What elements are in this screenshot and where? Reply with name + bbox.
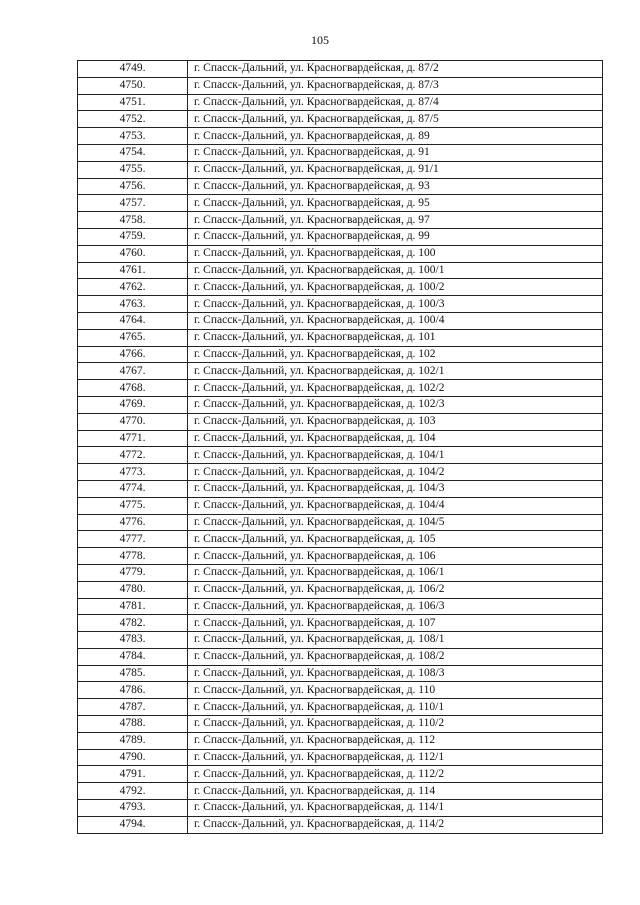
row-number: 4786. — [78, 682, 188, 699]
row-address: г. Спасск-Дальний, ул. Красногвардейская, д. 102 — [188, 346, 603, 363]
table-row — [78, 212, 603, 229]
row-address: г. Спасск-Дальний, ул. Красногвардейская, д. 99 — [188, 228, 603, 245]
table-row — [78, 346, 603, 363]
row-number: 4780. — [78, 581, 188, 598]
row-address: г. Спасск-Дальний, ул. Красногвардейская, д. 104 — [188, 430, 603, 447]
row-address: г. Спасск-Дальний, ул. Красногвардейская, д. 102/2 — [188, 380, 603, 397]
row-number: 4758. — [78, 212, 188, 229]
row-number: 4775. — [78, 497, 188, 514]
table-row — [78, 447, 603, 464]
table-row — [78, 749, 603, 766]
row-number: 4763. — [78, 296, 188, 313]
row-number: 4766. — [78, 346, 188, 363]
table-row — [78, 380, 603, 397]
row-address: г. Спасск-Дальний, ул. Красногвардейская, д. 105 — [188, 531, 603, 548]
row-address: г. Спасск-Дальний, ул. Красногвардейская, д. 91/1 — [188, 161, 603, 178]
row-address: г. Спасск-Дальний, ул. Красногвардейская, д. 112 — [188, 732, 603, 749]
table-row — [78, 682, 603, 699]
table-row — [78, 128, 603, 145]
table-row — [78, 497, 603, 514]
row-address: г. Спасск-Дальний, ул. Красногвардейская, д. 91 — [188, 144, 603, 161]
table-row — [78, 648, 603, 665]
table-row — [78, 430, 603, 447]
row-address: г. Спасск-Дальний, ул. Красногвардейская, д. 102/1 — [188, 363, 603, 380]
row-number: 4752. — [78, 111, 188, 128]
row-number: 4788. — [78, 716, 188, 733]
table-row — [78, 195, 603, 212]
table-row — [78, 245, 603, 262]
row-address: г. Спасск-Дальний, ул. Красногвардейская, д. 87/3 — [188, 77, 603, 94]
table-row — [78, 262, 603, 279]
table-row — [78, 61, 603, 78]
row-address: г. Спасск-Дальний, ул. Красногвардейская, д. 107 — [188, 615, 603, 632]
row-address: г. Спасск-Дальний, ул. Красногвардейская, д. 106 — [188, 548, 603, 565]
row-number: 4770. — [78, 413, 188, 430]
row-number: 4768. — [78, 380, 188, 397]
table-row — [78, 632, 603, 649]
row-number: 4771. — [78, 430, 188, 447]
table-row — [78, 94, 603, 111]
row-number: 4787. — [78, 699, 188, 716]
table-row — [78, 564, 603, 581]
row-address: г. Спасск-Дальний, ул. Красногвардейская, д. 89 — [188, 128, 603, 145]
table-row — [78, 228, 603, 245]
row-address: г. Спасск-Дальний, ул. Красногвардейская, д. 108/2 — [188, 648, 603, 665]
row-number: 4774. — [78, 480, 188, 497]
table-row — [78, 699, 603, 716]
row-number: 4749. — [78, 61, 188, 78]
row-number: 4794. — [78, 816, 188, 833]
table-row — [78, 464, 603, 481]
address-table — [77, 60, 603, 834]
table-row — [78, 178, 603, 195]
row-address: г. Спасск-Дальний, ул. Красногвардейская, д. 108/3 — [188, 665, 603, 682]
row-address: г. Спасск-Дальний, ул. Красногвардейская, д. 104/2 — [188, 464, 603, 481]
row-number: 4790. — [78, 749, 188, 766]
row-address: г. Спасск-Дальний, ул. Красногвардейская, д. 114/2 — [188, 816, 603, 833]
page-number: 105 — [311, 33, 329, 47]
row-number: 4789. — [78, 732, 188, 749]
table-row — [78, 161, 603, 178]
row-address: г. Спасск-Дальний, ул. Красногвардейская, д. 87/5 — [188, 111, 603, 128]
row-number: 4785. — [78, 665, 188, 682]
row-number: 4783. — [78, 632, 188, 649]
row-number: 4776. — [78, 514, 188, 531]
row-address: г. Спасск-Дальний, ул. Красногвардейская, д. 106/2 — [188, 581, 603, 598]
row-number: 4760. — [78, 245, 188, 262]
row-number: 4756. — [78, 178, 188, 195]
row-number: 4792. — [78, 783, 188, 800]
table-row — [78, 296, 603, 313]
row-number: 4751. — [78, 94, 188, 111]
row-number: 4781. — [78, 598, 188, 615]
row-number: 4761. — [78, 262, 188, 279]
row-number: 4754. — [78, 144, 188, 161]
row-address: г. Спасск-Дальний, ул. Красногвардейская, д. 100/4 — [188, 312, 603, 329]
row-number: 4793. — [78, 800, 188, 817]
row-number: 4755. — [78, 161, 188, 178]
row-address: г. Спасск-Дальний, ул. Красногвардейская, д. 87/4 — [188, 94, 603, 111]
table-row — [78, 766, 603, 783]
row-number: 4757. — [78, 195, 188, 212]
row-address: г. Спасск-Дальний, ул. Красногвардейская, д. 97 — [188, 212, 603, 229]
row-address: г. Спасск-Дальний, ул. Красногвардейская, д. 110/1 — [188, 699, 603, 716]
row-address: г. Спасск-Дальний, ул. Красногвардейская, д. 106/1 — [188, 564, 603, 581]
row-address: г. Спасск-Дальний, ул. Красногвардейская, д. 100/2 — [188, 279, 603, 296]
table-row — [78, 312, 603, 329]
row-address: г. Спасск-Дальний, ул. Красногвардейская, д. 104/5 — [188, 514, 603, 531]
row-number: 4784. — [78, 648, 188, 665]
table-row — [78, 732, 603, 749]
row-number: 4764. — [78, 312, 188, 329]
row-address: г. Спасск-Дальний, ул. Красногвардейская, д. 87/2 — [188, 61, 603, 78]
row-number: 4759. — [78, 228, 188, 245]
row-address: г. Спасск-Дальний, ул. Красногвардейская, д. 100/1 — [188, 262, 603, 279]
table-row — [78, 665, 603, 682]
table-row — [78, 396, 603, 413]
row-address: г. Спасск-Дальний, ул. Красногвардейская, д. 102/3 — [188, 396, 603, 413]
table-row — [78, 598, 603, 615]
row-address: г. Спасск-Дальний, ул. Красногвардейская, д. 112/1 — [188, 749, 603, 766]
row-address: г. Спасск-Дальний, ул. Красногвардейская, д. 103 — [188, 413, 603, 430]
row-number: 4767. — [78, 363, 188, 380]
row-number: 4777. — [78, 531, 188, 548]
table-row — [78, 413, 603, 430]
row-address: г. Спасск-Дальний, ул. Красногвардейская, д. 104/1 — [188, 447, 603, 464]
table-row — [78, 77, 603, 94]
row-number: 4769. — [78, 396, 188, 413]
row-address: г. Спасск-Дальний, ул. Красногвардейская, д. 108/1 — [188, 632, 603, 649]
row-address: г. Спасск-Дальний, ул. Красногвардейская, д. 114 — [188, 783, 603, 800]
row-address: г. Спасск-Дальний, ул. Красногвардейская, д. 101 — [188, 329, 603, 346]
table-row — [78, 783, 603, 800]
row-address: г. Спасск-Дальний, ул. Красногвардейская, д. 100 — [188, 245, 603, 262]
table-row — [78, 615, 603, 632]
row-address: г. Спасск-Дальний, ул. Красногвардейская, д. 114/1 — [188, 800, 603, 817]
row-address: г. Спасск-Дальний, ул. Красногвардейская, д. 106/3 — [188, 598, 603, 615]
row-number: 4765. — [78, 329, 188, 346]
table-row — [78, 144, 603, 161]
row-number: 4778. — [78, 548, 188, 565]
row-address: г. Спасск-Дальний, ул. Красногвардейская, д. 112/2 — [188, 766, 603, 783]
row-address: г. Спасск-Дальний, ул. Красногвардейская, д. 110/2 — [188, 716, 603, 733]
table-row — [78, 363, 603, 380]
row-number: 4753. — [78, 128, 188, 145]
row-address: г. Спасск-Дальний, ул. Красногвардейская, д. 95 — [188, 195, 603, 212]
row-number: 4762. — [78, 279, 188, 296]
row-address: г. Спасск-Дальний, ул. Красногвардейская, д. 110 — [188, 682, 603, 699]
table-row — [78, 548, 603, 565]
table-row — [78, 329, 603, 346]
row-address: г. Спасск-Дальний, ул. Красногвардейская, д. 104/3 — [188, 480, 603, 497]
row-number: 4750. — [78, 77, 188, 94]
table-row — [78, 581, 603, 598]
row-number: 4772. — [78, 447, 188, 464]
row-address: г. Спасск-Дальний, ул. Красногвардейская, д. 100/3 — [188, 296, 603, 313]
table-row — [78, 111, 603, 128]
table-row — [78, 800, 603, 817]
table-row — [78, 716, 603, 733]
row-address: г. Спасск-Дальний, ул. Красногвардейская, д. 93 — [188, 178, 603, 195]
row-number: 4773. — [78, 464, 188, 481]
row-number: 4782. — [78, 615, 188, 632]
table-row — [78, 279, 603, 296]
row-address: г. Спасск-Дальний, ул. Красногвардейская, д. 104/4 — [188, 497, 603, 514]
table-row — [78, 480, 603, 497]
row-number: 4779. — [78, 564, 188, 581]
table-row — [78, 816, 603, 833]
table-row — [78, 531, 603, 548]
row-number: 4791. — [78, 766, 188, 783]
address-table-body — [78, 61, 603, 834]
table-row — [78, 514, 603, 531]
